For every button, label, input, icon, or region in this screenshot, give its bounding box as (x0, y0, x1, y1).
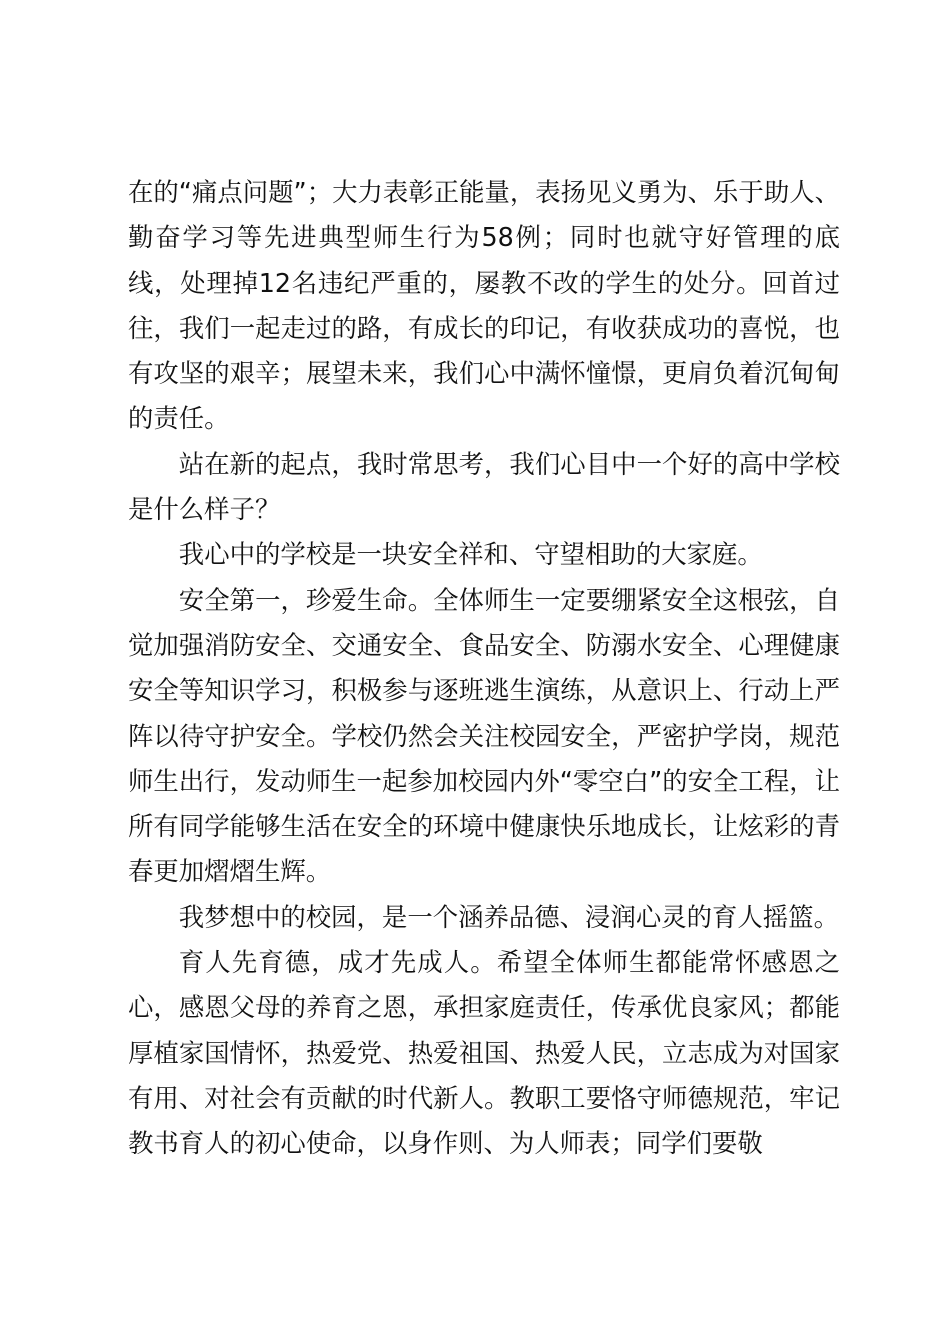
paragraph-5: 我梦想中的校园，是一个涵养品德、浸润心灵的育人摇篮。 (178, 901, 839, 932)
paragraph-3: 我心中的学校是一块安全祥和、守望相助的大家庭。 (178, 539, 763, 570)
paragraph-4: 安全第一，珍爱生命。全体师生一定要绷紧安全这根弦，自觉加强消防安全、交通安全、食品安全、防溺水安全、心理健康安全等知识学习，积极参与逐班逃生演练，从意识上、行动上严阵以待守护安全。学校仍然会关注校园安全，严密护学岗，规范师生出行，发动师生一起参加校园内外“零空白”的安全工程，让所有同学能够生活在安全的环境中健康快乐地成长，让炫彩的青春更加熠熠生辉。 (128, 584, 840, 887)
document-body (128, 170, 840, 1167)
paragraph-2: 站在新的起点，我时常思考，我们心目中一个好的高中学校是什么样子？ (128, 448, 840, 525)
paragraph-1: 在的“痛点问题”；大力表彰正能量，表扬见义勇为、乐于助人、勤奋学习等先进典型师生行为58例；同时也就守好管理的底线，处理掉12名违纪严重的，屡教不改的学生的处分。回首过往，我们一起走过的路，有成长的印记，有收获成功的喜悦，也有攻坚的艰辛；展望未来，我们心中满怀憧憬，更肩负着沉甸甸的责任。 (128, 177, 840, 434)
paragraph-6: 育人先育德，成才先成人。希望全体师生都能常怀感恩之心，感恩父母的养育之恩，承担家庭责任，传承优良家风；都能厚植家国情怀，热爱党、热爱祖国、热爱人民，立志成为对国家有用、对社会有贡献的时代新人。教职工要恪守师德规范，牢记教书育人的初心使命，以身作则、为人师表；同学们要敬 (128, 947, 840, 1159)
